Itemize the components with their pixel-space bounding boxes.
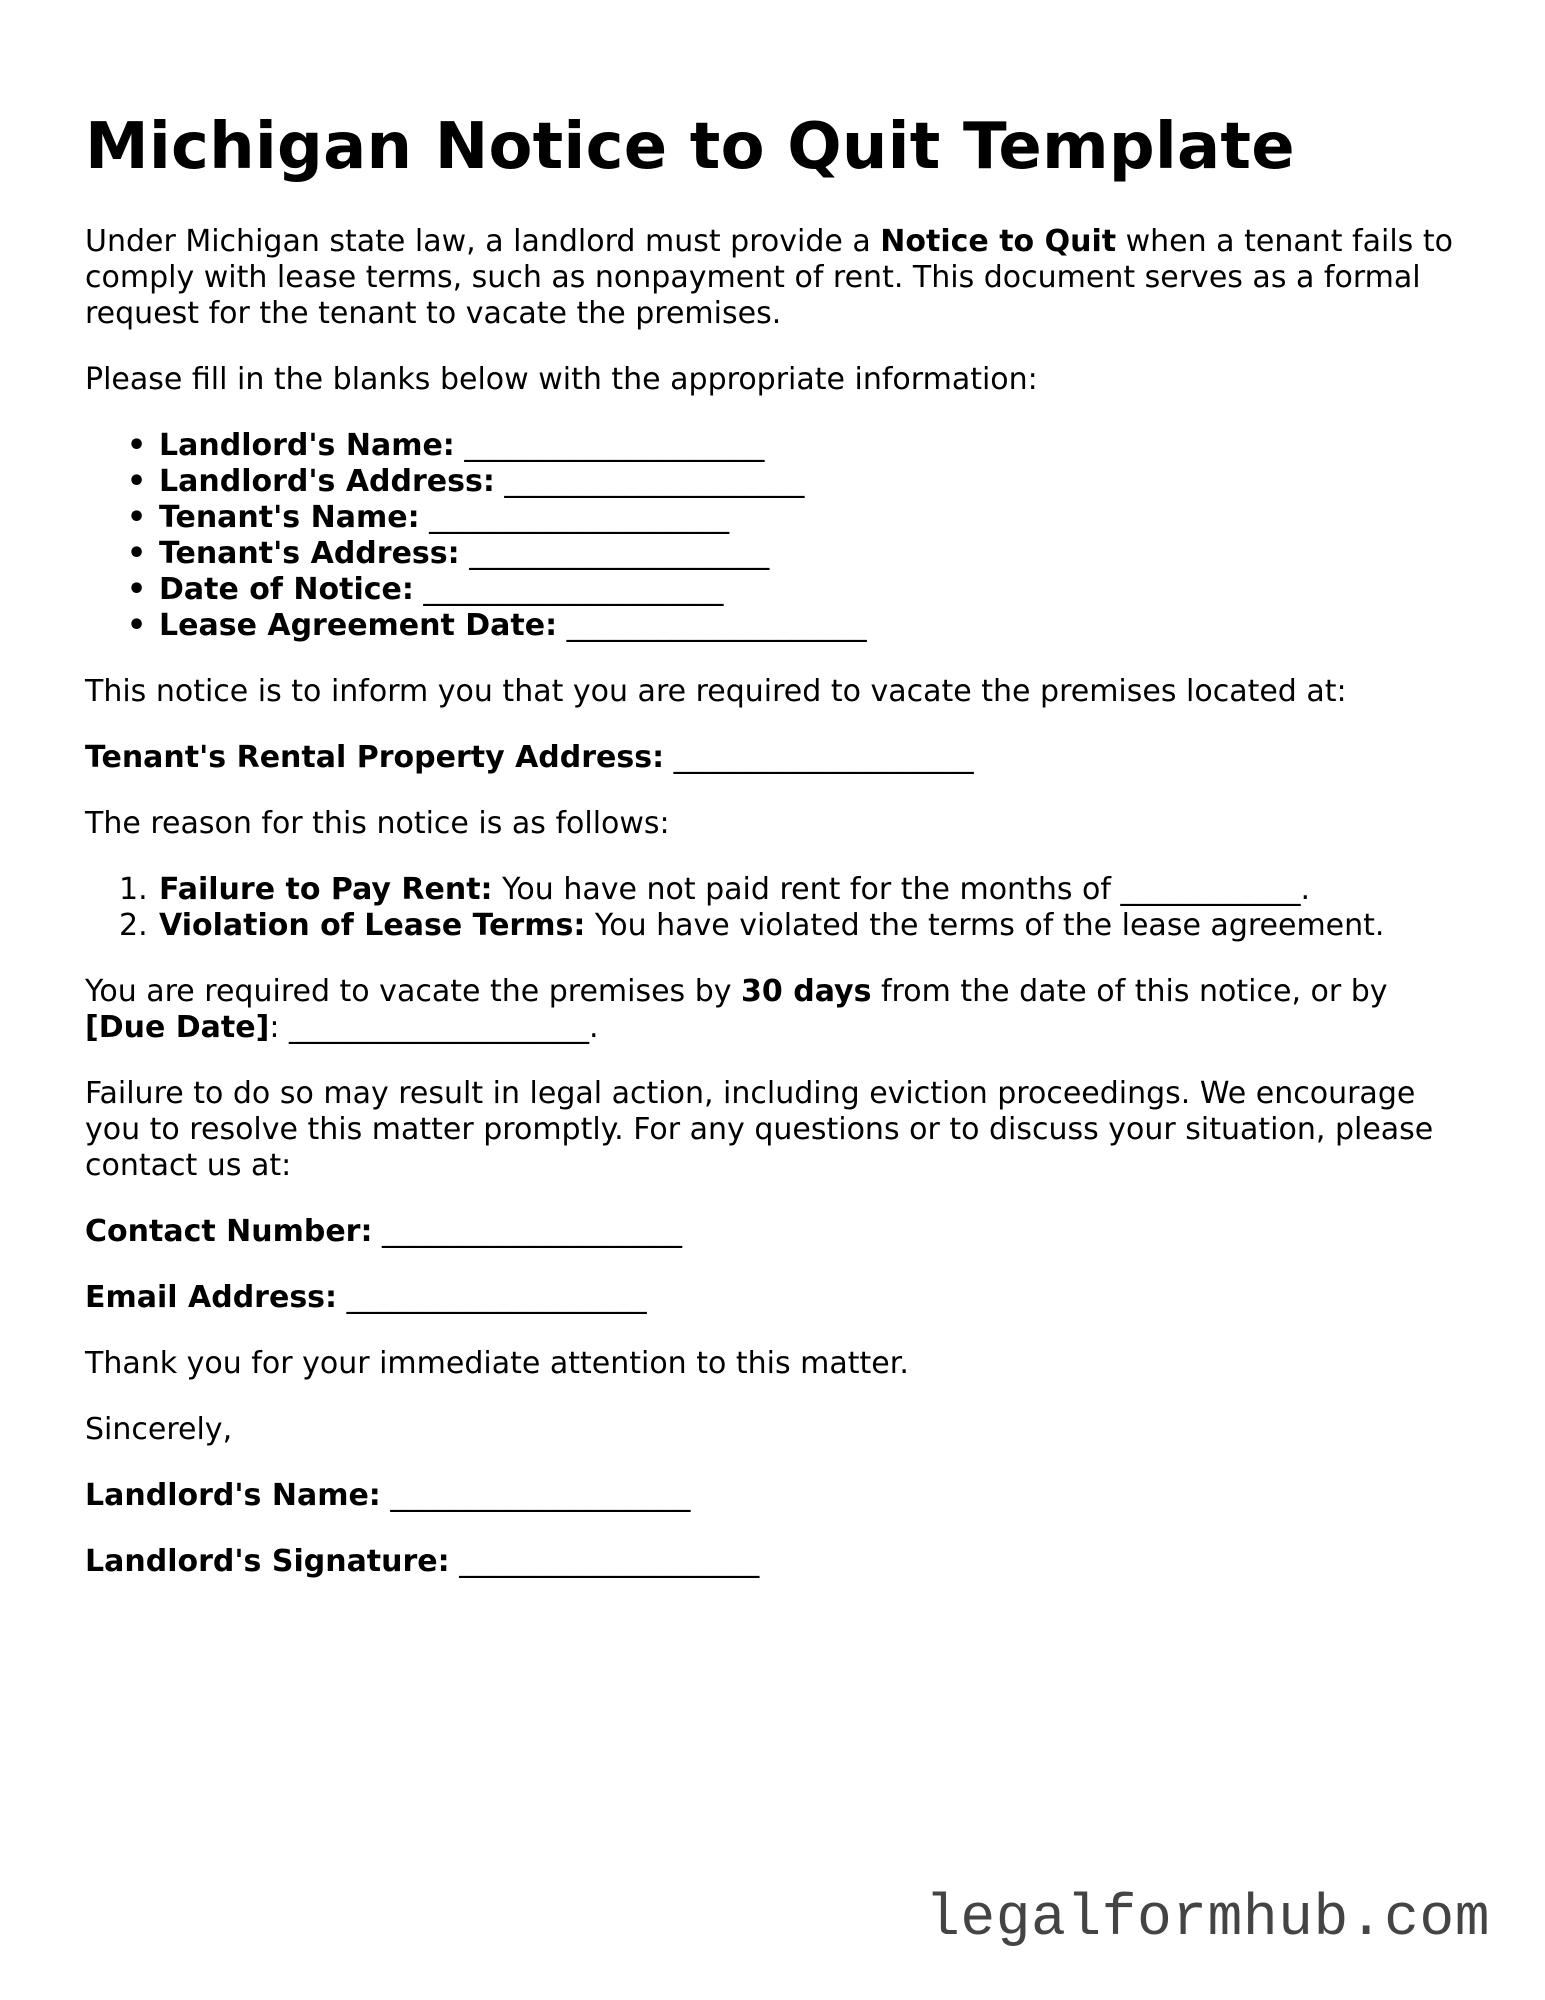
signature-blank: ____________________ <box>459 1544 760 1579</box>
bullet-icon: • <box>127 608 147 643</box>
bullet-icon: • <box>127 572 147 607</box>
vacate-paragraph <box>85 974 1475 1046</box>
instructions-text: Please fill in the blanks below with the appropriate information: <box>85 362 1038 397</box>
signature-line <box>85 1544 1475 1580</box>
document-title: Michigan Notice to Quit Template <box>85 110 1295 184</box>
rental-address-blank: ____________________ <box>673 740 974 775</box>
reason-number: 2. <box>119 908 148 943</box>
contact-number-blank: ____________________ <box>382 1214 683 1249</box>
field-item <box>127 500 1475 536</box>
vacate-days: 30 days <box>741 974 872 1009</box>
intro-paragraph <box>85 224 1475 332</box>
signature-name-blank: ____________________ <box>390 1478 691 1513</box>
closing-text: Sincerely, <box>85 1412 233 1447</box>
field-label: Date of Notice: <box>159 572 414 607</box>
vacate-text-1: You are required to vacate the premises by <box>85 974 742 1009</box>
email-address-label: Email Address: <box>85 1280 338 1315</box>
vacate-due-date-blank: : ____________________. <box>269 1010 599 1045</box>
email-address-line <box>85 1280 1475 1316</box>
reason-item <box>119 872 1475 908</box>
field-label: Tenant's Name: <box>159 500 420 535</box>
reason-number: 1. <box>119 872 148 907</box>
thanks-text: Thank you for your immediate attention to this matter. <box>85 1346 909 1381</box>
intro-bold-notice: Notice to Quit <box>880 224 1117 259</box>
email-address-blank: ____________________ <box>346 1280 647 1315</box>
document-page <box>85 108 1475 1580</box>
contact-number-line <box>85 1214 1475 1250</box>
intro-text-1: Under Michigan state law, a landlord must provide a <box>85 224 881 259</box>
field-blank: ____________________ <box>566 608 867 643</box>
field-item <box>127 608 1475 644</box>
inform-text: This notice is to inform you that you are required to vacate the premises located at: <box>85 674 1347 709</box>
reason-text: You have violated the terms of the lease agreement. <box>585 908 1385 943</box>
reason-text: You have not paid rent for the months of ____________. <box>492 872 1310 907</box>
intro-text-2: when a tenant fails to comply with lease terms, such as nonpayment of rent. This document serves as a formal request for the tenant to vacate the premises. <box>85 224 1453 331</box>
field-label: Landlord's Address: <box>159 464 495 499</box>
rental-address-label: Tenant's Rental Property Address: <box>85 740 665 775</box>
field-blank: ____________________ <box>429 500 730 535</box>
field-blank: ____________________ <box>423 572 724 607</box>
signature-name-line <box>85 1478 1475 1514</box>
contact-number-label: Contact Number: <box>85 1214 373 1249</box>
vacate-text-2: from the date of this notice, or by <box>871 974 1388 1009</box>
bullet-icon: • <box>127 428 147 463</box>
reason-intro: The reason for this notice is as follows: <box>85 806 670 841</box>
field-item <box>127 536 1475 572</box>
reasons-list <box>85 872 1475 944</box>
rental-address-line <box>85 740 1475 776</box>
field-item <box>127 428 1475 464</box>
bullet-icon: • <box>127 464 147 499</box>
bullet-icon: • <box>127 536 147 571</box>
reason-title: Violation of Lease Terms: <box>159 908 586 943</box>
field-blank: ____________________ <box>469 536 770 571</box>
watermark-logo: legalformhub.com <box>925 1887 1490 1952</box>
field-label: Lease Agreement Date: <box>159 608 558 643</box>
bullet-icon: • <box>127 500 147 535</box>
reason-title: Failure to Pay Rent: <box>159 872 493 907</box>
signature-label: Landlord's Signature: <box>85 1544 450 1579</box>
field-label: Tenant's Address: <box>159 536 460 571</box>
vacate-due-date-label: [Due Date] <box>85 1010 270 1045</box>
field-label: Landlord's Name: <box>159 428 455 463</box>
fields-list <box>85 428 1475 644</box>
reason-item <box>119 908 1475 944</box>
field-item <box>127 464 1475 500</box>
field-item <box>127 572 1475 608</box>
signature-name-label: Landlord's Name: <box>85 1478 381 1513</box>
field-blank: ____________________ <box>464 428 765 463</box>
failure-paragraph: Failure to do so may result in legal action, including eviction proceedings. We encourage you to resolve this matter promptly. For any questions or to discuss your situation, please contact us at: <box>85 1076 1434 1183</box>
field-blank: ____________________ <box>504 464 805 499</box>
